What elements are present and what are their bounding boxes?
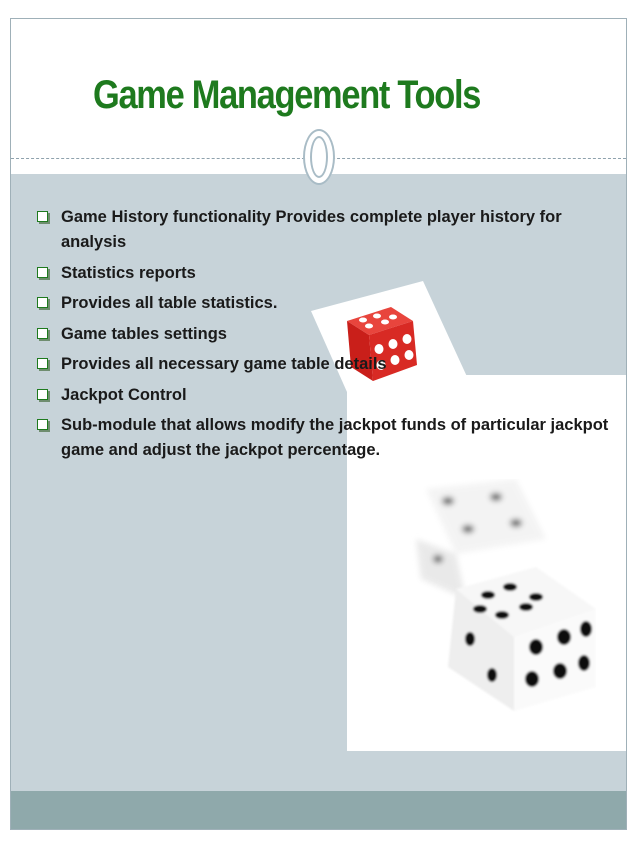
- bullet-text: Jackpot Control: [61, 385, 187, 404]
- list-item: [35, 205, 615, 255]
- white-dice-icon: [396, 479, 596, 719]
- oval-ornament-icon: [303, 129, 335, 185]
- list-item: [35, 383, 615, 408]
- bullet-text: Statistics reports: [61, 263, 196, 282]
- bullet-text: Game tables settings: [61, 324, 227, 343]
- bullet-box-icon: [37, 328, 48, 339]
- bullet-text: Game History functionality Provides complete player history for analysis: [61, 208, 562, 251]
- footer-bar: [11, 791, 626, 830]
- bullet-box-icon: [37, 419, 48, 430]
- bullet-text: Sub-module that allows modify the jackpot funds of particular jackpot game and adjust the jackpot percentage.: [61, 416, 609, 459]
- bullet-text: Provides all table statistics.: [61, 294, 278, 312]
- bullet-box-icon: [37, 267, 48, 278]
- list-item: [35, 352, 615, 377]
- slide: [10, 18, 627, 830]
- list-item: [35, 291, 615, 316]
- bullet-text: Provides all necessary game table details: [61, 355, 387, 373]
- bullet-box-icon: [37, 389, 48, 400]
- bullet-box-icon: [37, 297, 48, 308]
- bullet-list: [35, 205, 615, 469]
- bullet-box-icon: [37, 211, 48, 222]
- slide-title: Game Management Tools: [93, 73, 481, 117]
- list-item: [35, 322, 615, 347]
- bullet-box-icon: [37, 358, 48, 369]
- list-item: [35, 261, 615, 286]
- list-item: [35, 413, 615, 463]
